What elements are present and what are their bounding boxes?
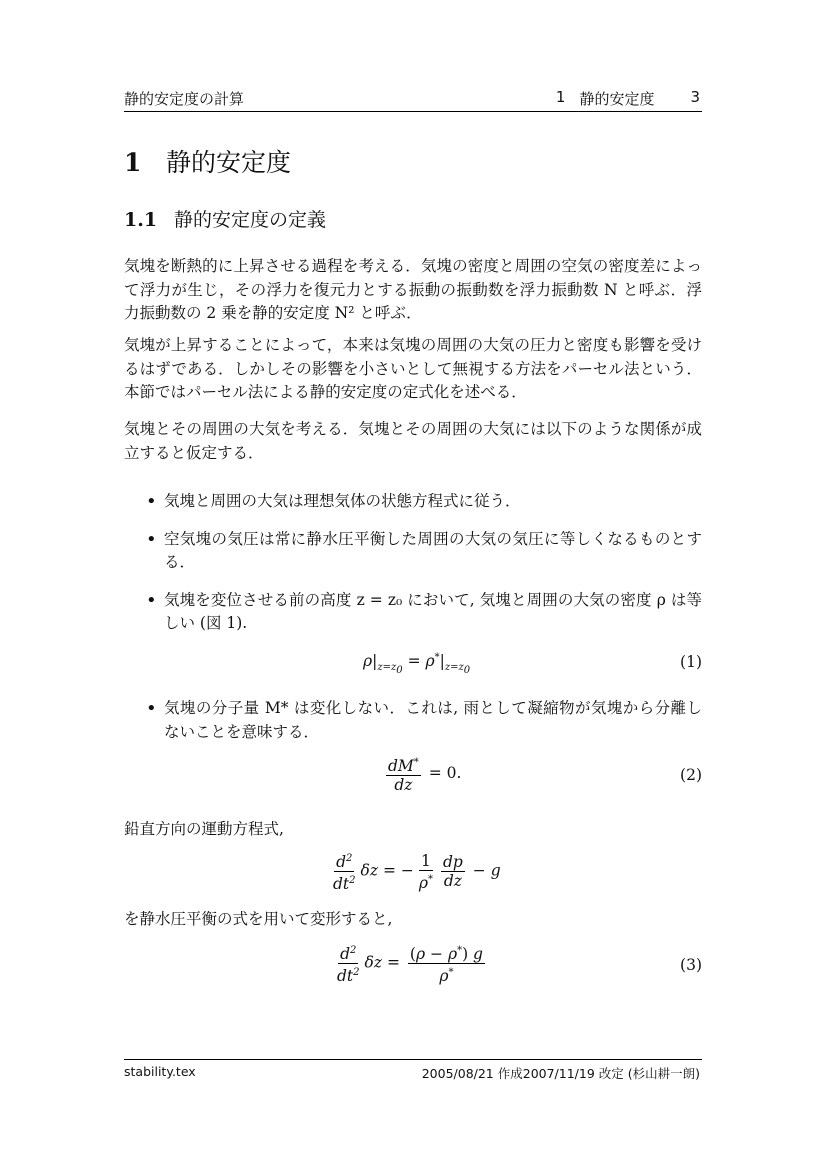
header-rule <box>124 111 702 112</box>
paragraph-definition: 気塊を断熱的に上昇させる過程を考える．気塊の密度と周囲の空気の密度差によって浮力が生じ，その浮力を復元力とする振動の振動数を浮力振動数 N と呼ぶ．浮力振動数の 2 乗を静的安定度 N² と呼ぶ． <box>124 257 702 322</box>
list-item: • 気塊の分子量 M* は変化しない．これは, 雨として凝縮物が気塊から分離しないことを意味する． <box>146 697 702 744</box>
equation-3: $\frac{d^2}{dt^2}$ δz = $\frac{(\rho - \rho^*) g}{\rho^*}$ <box>332 942 488 985</box>
footer-filename: stability.tex <box>124 1064 196 1079</box>
running-header-section-title: 静的安定度 <box>579 90 655 108</box>
section-title: 静的安定度 <box>166 148 292 177</box>
subsection-number: 1.1 <box>124 209 158 231</box>
subsection-title: 静的安定度の定義 <box>174 209 327 231</box>
section-number: 1 <box>124 148 142 177</box>
list-item: • 気塊と周囲の大気は理想気体の状態方程式に従う． <box>146 490 702 514</box>
list-item: • 空気塊の気圧は常に静水圧平衡した周囲の大気の気圧に等しくなるものとする． <box>146 528 702 575</box>
equation-2: $\frac{dM^*}{dz}$ = 0. <box>383 754 461 794</box>
equation-number: (2) <box>680 766 702 784</box>
running-header-section-number: 1 <box>555 88 566 106</box>
running-header-title: 静的安定度の計算 <box>124 90 245 108</box>
paragraph-assumptions-intro: 気塊とその周囲の大気を考える．気塊とその周囲の大気には以下のような関係が成立すると仮定する． <box>124 420 702 462</box>
paragraph-equation-of-motion: 鉛直方向の運動方程式, <box>124 820 284 838</box>
equation-1: $\rho|_{z=z_0} = \rho^*|_{z=z_0}$ <box>363 652 471 677</box>
equation-motion: $\frac{d^2}{dt^2}$ δz = − $\frac{1}{\rho^*}$ $\frac{dp}{dz}$ − g <box>333 851 501 894</box>
list-item: • 気塊を変位させる前の高度 z = z₀ において, 気塊と周囲の大気の密度 ρ は等しい (図 1). <box>146 589 702 636</box>
running-header-right <box>556 88 700 109</box>
equation-number: (1) <box>680 653 702 671</box>
footer-dates: 2005/08/21 作成2007/11/19 改定 (杉山耕一朗) <box>421 1066 700 1081</box>
equation-number: (3) <box>680 956 702 974</box>
paragraph-parcel-method: 気塊が上昇することによって，本来は気塊の周囲の大気の圧力と密度も影響を受けるはずである．しかしその影響を小さいとして無視する方法をパーセル法という．本節ではパーセル法による静的安定度の定式化を述べる． <box>124 336 702 401</box>
footer-rule <box>124 1059 702 1060</box>
page-number: 3 <box>690 88 700 106</box>
subsection-heading <box>124 205 326 232</box>
assumption-list <box>146 490 702 650</box>
assumption-list-continued <box>146 697 702 758</box>
section-heading <box>124 143 291 179</box>
paragraph-hydrostatic: を静水圧平衡の式を用いて変形すると, <box>124 910 393 928</box>
